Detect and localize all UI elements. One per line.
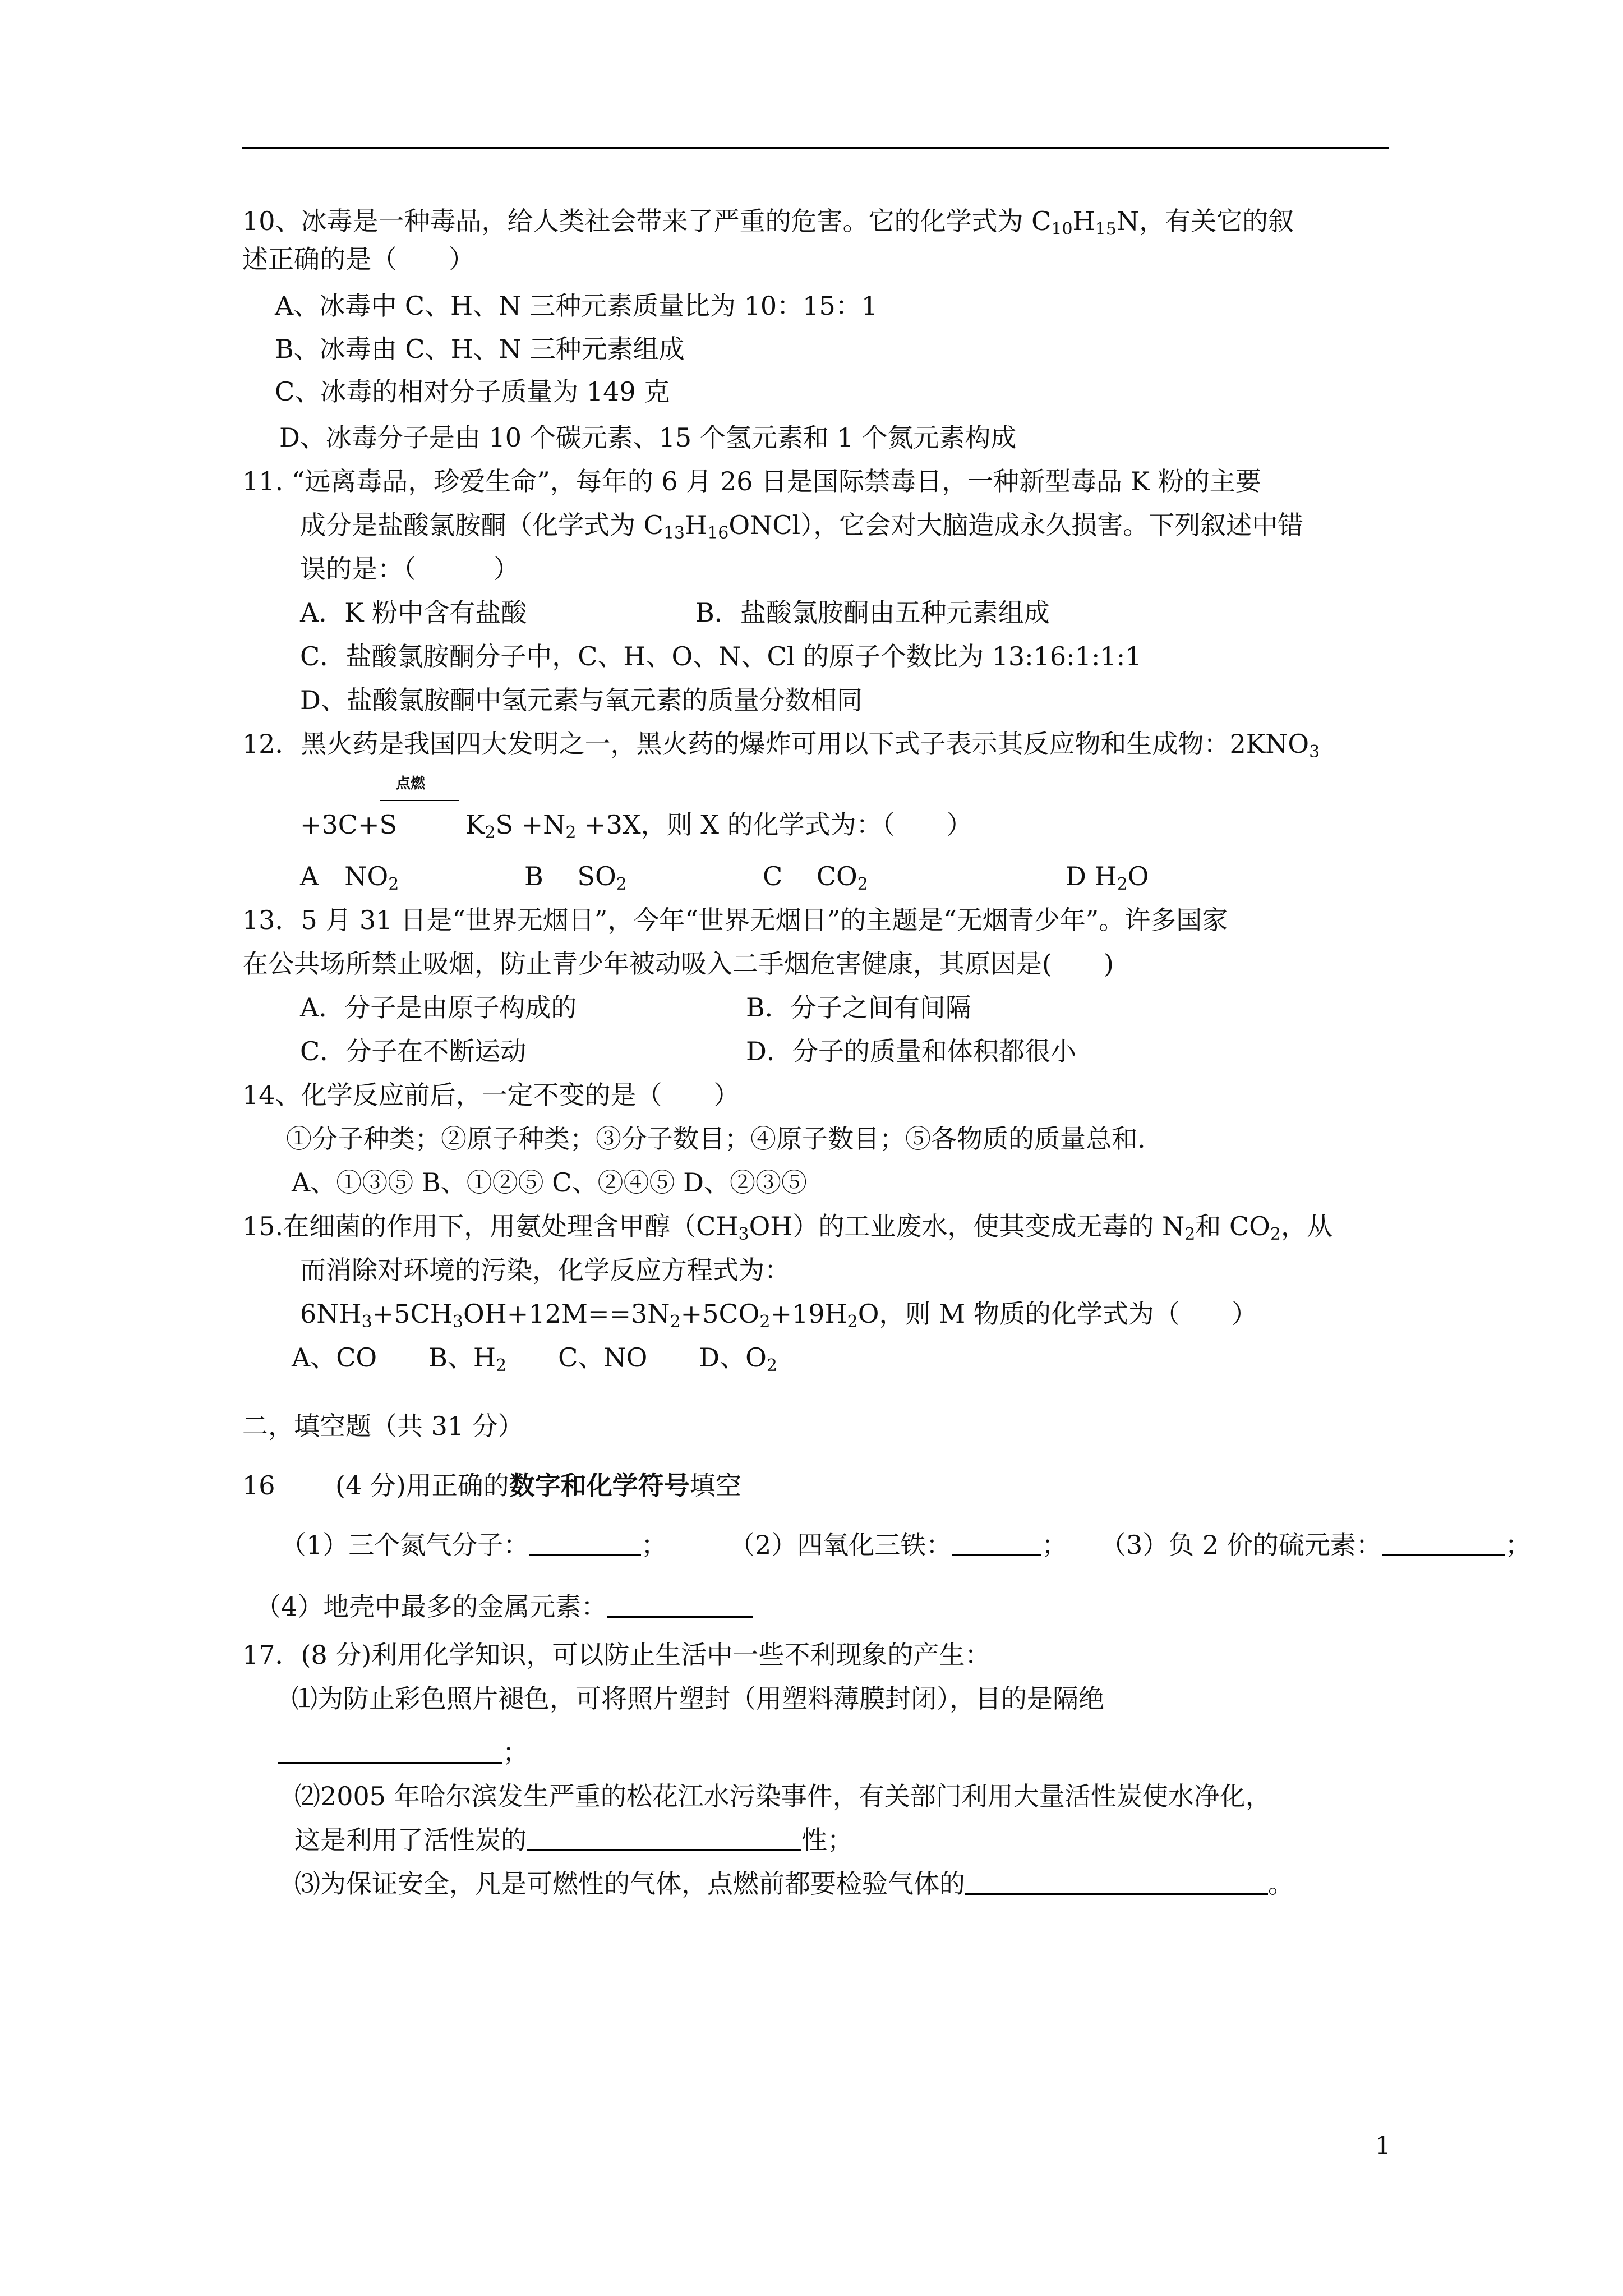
q12-equation-left: +3C+S [300,809,398,840]
q10-option-c: C、冰毒的相对分子质量为 149 克 [275,376,670,407]
q11-stem-line2: 成分是盐酸氯胺酮（化学式为 $C_{13}H_{16}ONCl$），它会对大脑造成永久损害。下列叙述中错 [300,510,1304,543]
q10-stem-line2: 述正确的是（ ） [242,244,474,274]
q14-stem: 14、化学反应前后，一定不变的是（ ） [242,1080,740,1110]
section2-heading: 二，填空题（共 31 分） [242,1411,524,1441]
q16-part1: （1）三个氮气分子： ； [280,1530,667,1560]
q13-option-a: A．分子是由原子构成的 [300,992,577,1023]
q12-option-b: B $SO_2$ [524,861,627,894]
q16-number: 16 [242,1470,275,1501]
q10-stem-line1: 10、冰毒是一种毒品，给人类社会带来了严重的危害。它的化学式为 $C_{10}H_{15}N$，有关它的叙 [242,206,1294,239]
q16-answer-blank-1[interactable] [529,1530,641,1556]
q12-option-a: A $NO_2$ [300,861,399,894]
q15-options: A、CO B、$H_2$ C、NO D、$O_2$ [292,1342,777,1375]
q11-stem-line1: 11. “远离毒品，珍爱生命”，每年的 6 月 26 日是国际禁毒日，一种新型毒品 K 粉的主要 [242,466,1261,496]
q17-answer-blank-1[interactable] [278,1737,502,1764]
q17-part1: ⑴为防止彩色照片褪色，可将照片塑封（用塑料薄膜封闭），目的是隔绝 [292,1683,1104,1714]
q11-option-a: A．K 粉中含有盐酸 [300,597,527,628]
page-number: 1 [1375,2132,1391,2160]
q16-stem: (4 分)用正确的数字和化学符号填空 [335,1470,741,1501]
q16-answer-blank-4[interactable] [607,1591,753,1618]
q16-emphasis: 数字和化学符号 [509,1470,690,1501]
q10-option-a: A、冰毒中 C、H、N 三种元素质量比为 10：15：1 [275,291,878,321]
q16-answer-blank-2[interactable] [952,1530,1041,1556]
q15-equation: $6NH_3+5CH_3OH+12M==3N_2+5CO_2+19H_2O$，则 M 物质的化学式为（ ） [300,1299,1257,1332]
q15-stem-line1: 15.在细菌的作用下，用氨处理含甲醇$(CH_3OH)$的工业废水，使其变成无毒的 $N_2$和 $CO_2$，从 [242,1211,1332,1244]
q17-answer-blank-2[interactable] [527,1825,801,1851]
q16-part3: （3）负 2 价的硫元素： ； [1100,1530,1531,1560]
q16-part4: （4）地壳中最多的金属元素： [255,1590,753,1623]
q15-stem-line2: 而消除对环境的污染，化学反应方程式为： [300,1255,790,1285]
q10-option-b: B、冰毒由 C、H、N 三种元素组成 [275,334,685,364]
q11-option-c: C．盐酸氯胺酮分子中，C、H、O、N、Cl 的原子个数比为 13:16:1:1:1 [300,641,1142,671]
q11-option-b: B．盐酸氯胺酮由五种元素组成 [695,597,1050,628]
q12-option-c: C $CO_2$ [763,861,868,894]
q13-stem-line2: 在公共场所禁止吸烟，防止青少年被动吸入二手烟危害健康，其原因是( ) [242,949,1114,979]
q17-part3: ⑶为保证安全，凡是可燃性的气体，点燃前都要检验气体的 。 [294,1869,1294,1899]
q12-stem-line1: 12．黑火药是我国四大发明之一，黑火药的爆炸可用以下式子表示其反应物和生成物：$2KNO_3$ [242,729,1320,762]
q13-option-c: C．分子在不断运动 [300,1036,527,1066]
q17-stem: 17．(8 分)利用化学知识，可以防止生活中一些不利现象的产生： [242,1640,991,1670]
q13-option-b: B．分子之间有间隔 [746,992,971,1023]
q13-option-d: D．分子的质量和体积都很小 [746,1036,1076,1066]
q10-option-d: D、冰毒分子是由 10 个碳元素、15 个氢元素和 1 个氮元素构成 [279,422,1017,453]
q14-options: A、①③⑤ B、①②⑤ C、②④⑤ D、②③⑤ [292,1167,807,1198]
q12-option-d: D $H_2O$ [1066,861,1149,894]
q17-part1-answer: ； [278,1736,528,1769]
q17-part2: ⑵2005 年哈尔滨发生严重的松花江水污染事件，有关部门利用大量活性炭使水净化， [294,1781,1271,1811]
q11-option-d: D、盐酸氯胺酮中氢元素与氧元素的质量分数相同 [300,685,863,715]
q17-part2-line2: 这是利用了活性炭的 性； [294,1825,853,1855]
q16-part2: （2）四氧化三铁： ； [729,1530,1068,1560]
q14-items: ①分子种类；②原子种类；③分子数目；④原子数目；⑤各物质的质量总和. [286,1124,1146,1154]
q16-answer-blank-3[interactable] [1382,1530,1505,1556]
q12-equation-right: $K_2S +N_2 +3X$，则 X 的化学式为：（ ） [465,809,972,843]
q11-stem-line3: 误的是：（ ） [300,554,519,584]
header-rule [242,147,1389,149]
q17-answer-blank-3[interactable] [965,1869,1268,1895]
reaction-condition-label: 点燃 [396,775,426,792]
reaction-arrow [380,799,459,801]
q13-stem-line1: 13．5 月 31 日是“世界无烟日”，今年“世界无烟日”的主题是“无烟青少年”。许多国家 [242,905,1228,935]
